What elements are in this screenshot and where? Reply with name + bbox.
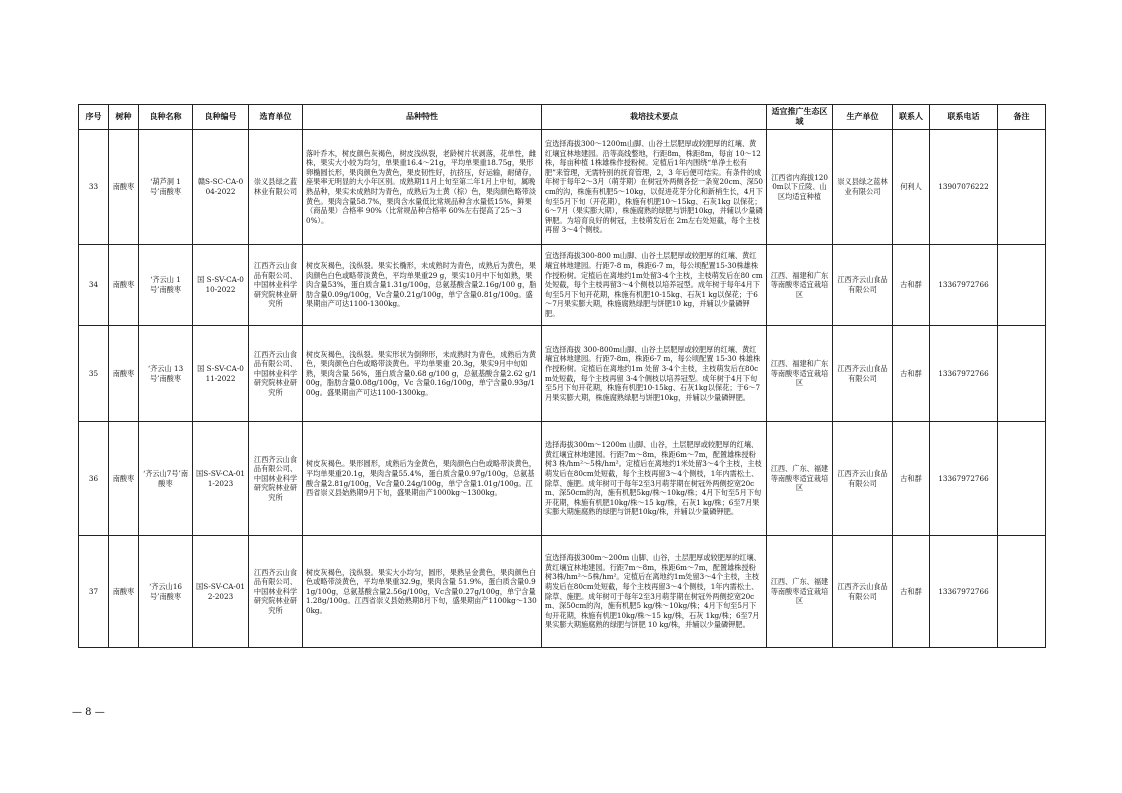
cell-no: 36 [79,422,109,536]
table-row [79,245,1046,326]
table-header-row [79,105,1046,130]
header-techniques: 栽培技术要点 [542,105,767,130]
cell-no: 33 [79,130,109,245]
cell-breeder: 江西齐云山食品有限公司、中国林业科学研究院林业研究所 [249,422,303,536]
header-code: 良种编号 [193,105,249,130]
header-remark: 备注 [998,105,1046,130]
variety-table [78,104,1046,648]
header-traits: 品种特性 [303,105,542,130]
cell-remark [998,130,1046,245]
cell-producer: 江西齐云山食品有限公司 [833,536,893,648]
header-phone: 联系电话 [930,105,998,130]
cell-producer: 江西齐云山食品有限公司 [833,245,893,326]
cell-traits: 落叶乔木，树皮颜色灰褐色，树皮浅纵裂，老龄树片状剥落，花单性，雌株，果实大小较为均匀，单果重16.4～21g，平均单果重18.75g，果形卵椭圆长形，果肉颜色为黄色，果皮韧性好，抗挤压，好运输，耐储存，座果率无明显的大小年区别。成熟期11月上旬至第二年1月上中旬，属晚熟品种，果实未成熟时为青色，成熟后为土黄（棕）色，果肉颜色略带淡黄色。果肉含量58.7%，果肉含水量低比常规品种含水量低15%，鲜果（商品果）合格率 90%（比常规品种合格率 60%左右提高了25～30%）。 [303,130,542,245]
cell-name: ‘葫芦洞 1号’南酸枣 [139,130,193,245]
cell-species: 南酸枣 [109,326,139,422]
cell-breeder: 崇义县绿之蓝林业有限公司 [249,130,303,245]
cell-code: 国 S-SV-CA-011-2022 [193,326,249,422]
cell-techniques: 宜选择海拔 300-800m山脚、山谷土层肥厚或较肥厚的红壤、黄红壤宜林地建园。行距7-8m，株距6-7 m，每公顷配置 15-30 株雄株作授粉树。定植后在离地约1m 处留 3-4个主枝，主枝萌发后在80cm处短截，每个主枝再留 3-4个侧枝以培养冠型。成年树于4月下旬至5月下旬开花期，株施有机肥10-15kg、石灰1kg以保花；于6～7月果实膨大期，株施腐熟绿肥与饼肥10kg，并辅以少量磷钾肥。 [542,326,767,422]
table-row [79,130,1046,245]
cell-producer: 江西齐云山食品有限公司 [833,422,893,536]
cell-techniques: 宜选择海拔300-800 m山脚、山谷土层肥厚或较肥厚的红壤、黄红壤宜林地建园。行距7-8 m，株距6-7 m，每公顷配置15-30株雄株作授粉树。定植后在离地约1m处留3-4个主枝，主枝萌发后在80 cm处短截，每个主枝再留3～4个侧枝以培养冠型。成年树于每年4月下旬至5月下旬开花期，株施有机肥10-15kg、石灰1 kg以保花；于6～7月果实膨大期，株施腐熟绿肥与饼肥10 kg，并辅以少量磷钾肥。 [542,245,767,326]
cell-species: 南酸枣 [109,422,139,536]
cell-breeder: 江西齐云山食品有限公司、中国林业科学研究院林业研究所 [249,536,303,648]
cell-species: 南酸枣 [109,536,139,648]
cell-producer: 崇义县绿之蓝林业有限公司 [833,130,893,245]
cell-contact: 古和群 [893,326,930,422]
cell-techniques: 宜选择海拔300m～200m 山脚、山谷，土层肥厚或较肥厚的红壤、黄红壤宜林地建园。行距7m～8m，株距6m～7m，配置雄株授粉树3株/hm²～5株/hm²。定植后在离地约1m处留3～4个主枝，主枝萌发后在80cm处短截，每个主枝再留3～4个侧枝，1年内需松土、除草、施肥。成年树可于每年2至3月萌芽期在树冠外两侧挖宽20cm、深50cm的沟，施有机肥5 kg/株～10kg/株；4月下旬至5月下旬开花期，株施有机肥10kg/株～15 kg/株，石灰 1kg/株；6至7月果实膨大期施腐熟的绿肥与饼肥 10 kg/株，并辅以少量磷钾肥。 [542,536,767,648]
cell-contact: 古和群 [893,422,930,536]
cell-name: ‘齐云山16号’南酸枣 [139,536,193,648]
header-species: 树种 [109,105,139,130]
cell-traits: 树皮灰褐色。果形圆形，成熟后为金黄色，果肉颜色白色或略带淡黄色，平均单果重20.1g，果肉含量55.4%，蛋白质含量0.97g/100g，总氨基酸含量2.81g/100g，Vc含量0.24g/100g，单宁含量1.01g/100g。江西省崇义县始熟期9月下旬，盛果期亩产1000kg～1300kg。 [303,422,542,536]
cell-no: 35 [79,326,109,422]
cell-traits: 树皮灰褐色，浅纵裂。果实形状为倒卵形，未成熟时为青色，成熟后为黄色，果肉颜色白色或略带淡黄色。平均单果重 20.3g，果实9月中旬如熟，果肉含量 56%，蛋白质含量0.68 g/100 g，总氨基酸含量2.62 g/100g，脂肪含量0.08g/100g，Vc 含量0.16g/100g，单宁含量0.93g/100g。盛果期亩产可达1100-1300kg。 [303,326,542,422]
cell-region: 江西、福建和广东等南酸枣适宜栽培区 [767,245,833,326]
header-name: 良种名称 [139,105,193,130]
cell-breeder: 江西齐云山食品有限公司、中国林业科学研究院林业研究所 [249,326,303,422]
cell-no: 34 [79,245,109,326]
header-contact: 联系人 [893,105,930,130]
cell-phone: 13367972766 [930,422,998,536]
header-region: 适宜推广生态区域 [767,105,833,130]
cell-species: 南酸枣 [109,245,139,326]
cell-remark [998,422,1046,536]
cell-remark [998,245,1046,326]
cell-region: 江西省内海拔1200m以下丘陵、山区均适宜种植 [767,130,833,245]
header-breeder: 选育单位 [249,105,303,130]
header-producer: 生产单位 [833,105,893,130]
table-row [79,536,1046,648]
cell-remark [998,326,1046,422]
cell-name: ‘齐云山 1号’南酸枣 [139,245,193,326]
header-no: 序号 [79,105,109,130]
cell-code: 赣S-SC-CA-004-2022 [193,130,249,245]
cell-phone: 13907076222 [930,130,998,245]
cell-phone: 13367972766 [930,326,998,422]
cell-region: 江西、广东、福建等南酸枣适宜栽培区 [767,536,833,648]
cell-traits: 树皮灰褐色，浅纵裂。果实长椭形，未成熟时为青色，成熟后为黄色，果肉颜色白色或略带淡黄色，平均单果重29 g，果实10月中下旬如熟，果肉含量53%，蛋白质含量1.31g/100g，总氨基酸含量2.16g/100 g，脂肪含量0.09g/100g，Vc含量0.21g/100g，单宁含量0.81g/100g。盛果期亩产可达1100-1300kg。 [303,245,542,326]
cell-code: 国 S-SV-CA-010-2022 [193,245,249,326]
cell-name: ‘齐云山 13号’南酸枣 [139,326,193,422]
table-row [79,422,1046,536]
cell-producer: 江西齐云山食品有限公司 [833,326,893,422]
cell-name: ‘齐云山7号’南酸枣 [139,422,193,536]
cell-contact: 古和群 [893,536,930,648]
cell-region: 江西、广东、福建等南酸枣适宜栽培区 [767,422,833,536]
cell-techniques: 宜选择海拔300～1200m山脚、山谷土层肥厚或较肥厚的红壤、黄红壤宜林地建园。沿等高线整地，行距8m，株距8m，每亩 10～12株，每亩种植 1株雄株作授粉树。定植后1年内围绕“单净土松有肥”来管理，无需特别的抚育管理，2，3 年后便可结实。有条件的成年树于每年2～3月（萌芽期）在树冠外两侧各挖一条宽20cm、深50cm的沟，株施有机肥5～10kg，以促进花芽分化和新梢生长，4月下旬至5月下旬（开花期），株施有机肥10～15kg、石灰1kg 以保花；6～7月（果实膨大期），株施腐熟的绿肥与饼肥10kg，并辅以少量磷钾肥。为培育良好的树冠，主枝萌发后在 2m左右处短截，每个主枝再留 3～4个侧枝。 [542,130,767,245]
page-number: — 8 — [72,707,105,718]
cell-code: 国S-SV-CA-012-2023 [193,536,249,648]
cell-contact: 何利人 [893,130,930,245]
cell-techniques: 选择海拔300m～1200m 山脚、山谷，土层肥厚或较肥厚的红壤、黄红壤宜林地建园。行距7m～8m，株距6m～7m，配置雄株授粉树3 株/hm²～5株/hm²。定植后在离地约1米处留3～4个主枝，主枝萌发后在80cm处短截，每个主枝再留3～4个侧枝，1年内需松土、除草、施肥。成年树可于每年2至3月萌芽期在树冠外两侧挖宽20cm、深50cm的沟，施有机肥5kg/株～10kg/株；4月下旬至5月下旬开花期，株施有机肥10kg/株～15 kg/株，石灰1 kg/株；6至7月果实膨大期施腐熟的绿肥与饼肥10kg/株，并辅以少量磷钾肥。 [542,422,767,536]
cell-no: 37 [79,536,109,648]
cell-remark [998,536,1046,648]
cell-phone: 13367972766 [930,245,998,326]
cell-phone: 13367972766 [930,536,998,648]
cell-region: 江西、福建和广东等南酸枣适宜栽培区 [767,326,833,422]
cell-species: 南酸枣 [109,130,139,245]
table-row [79,326,1046,422]
cell-contact: 古和群 [893,245,930,326]
cell-traits: 树皮灰褐色，浅纵裂。果实大小均匀，圆形，果熟呈金黄色，果肉颜色白色或略带淡黄色，平均单果重32.9g，果肉含量 51.9%，蛋白质含量0.91g/100g，总氨基酸含量2.56g/100g，Vc含量0.27g/100g，单宁含量1.28g/100g。江西省崇义县始熟期8月下旬，盛果期亩产1100kg～1300kg。 [303,536,542,648]
cell-breeder: 江西齐云山食品有限公司、中国林业科学研究院林业研究所 [249,245,303,326]
cell-code: 国S-SV-CA-011-2023 [193,422,249,536]
